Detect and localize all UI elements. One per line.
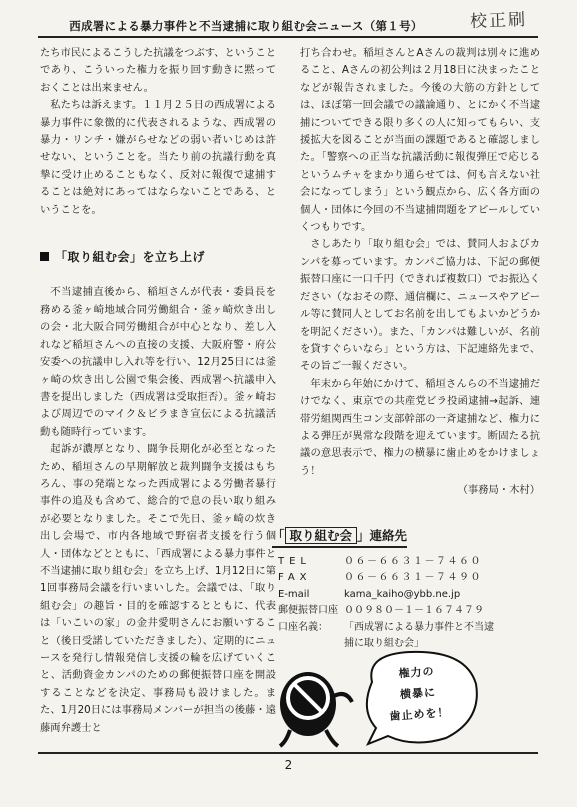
bubble-line: 横暴に xyxy=(399,685,437,702)
contact-block xyxy=(272,528,542,653)
left-column xyxy=(40,45,276,737)
right-column xyxy=(300,45,540,500)
newsletter-title: 西成署による暴力事件と不当逮捕に取り組む会ニュース（第１号） xyxy=(69,19,423,33)
proof-stamp: 校正刷 xyxy=(469,10,528,32)
email-label: E-mail xyxy=(278,588,310,600)
contact-title: 「 取り組む会 」連絡先 xyxy=(272,528,407,548)
email-value: kama_kaiho@ybb.ne.jp xyxy=(344,588,461,600)
fax-label: FAX xyxy=(278,572,312,583)
postal-label: 郵便振替口座 xyxy=(278,605,338,616)
bubble-line: 権力の xyxy=(398,664,435,681)
contact-title-box: 取り組む会 xyxy=(285,527,358,544)
paragraph: 私たちは訴えます。１１月２５日の西成署による暴力事件に象徴的に代表されるような、西成署の暴力・リンチ・嫌がらせなどの弱い者いじめは許せない、ということを。当たり前の抗議行動を真摯に受け止めることもなく、反対に報復で逮捕することは絶対にあってはならないことである、ということを。 xyxy=(40,99,277,216)
paragraph: 年末から年始にかけて、稲垣さんらの不当逮捕だけでなく、東京での共産党ビラ投函逮捕→起訴、連帯労組関西生コン支部幹部の一斉逮捕など、権力による弾圧が異常な段階を迎えています。断固たる抗議の意思表示で、権力の横暴に歯止めをかけましょう！ xyxy=(300,377,540,477)
paragraph: 打ち合わせ。稲垣さんとAさんの裁判は別々に進めること、Aさんの初公判は２月18日に決まったことなどが報告されました。今後の大筋の方針としては、ほぼ第一回会議での議論通り、とにかく不当逮捕についてできる限り多くの人に知ってもらい、支援拡大を図ることが当面の課題であると確認しました。「警察への正当な抗議活動に報復弾圧で応じるというムチャをまかり通らせては、何も言えない社会になってしまう」という観点から、広く各方面の個人・団体に今回の不当逮捕問題をアピールしていくつもりです。 xyxy=(300,47,540,234)
postal-value: ００９８０－１－１６７４７９ xyxy=(344,605,484,616)
page-number: 2 xyxy=(284,758,293,772)
signature: （事務局・木村） xyxy=(457,484,540,497)
bubble-text xyxy=(370,659,466,728)
tel-label: TEL xyxy=(278,555,311,567)
header-divider xyxy=(38,36,538,38)
paragraph: さしあたり「取り組む会」では、賛同人およびカンパを募っています。カンパご協力は、下記の郵便振替口座に一口千円（できれば複数口）でお振込ください（なおその際、通信欄に、ニュースやアピール等に賛同人としてお名前を出してもよいかどうかを明記ください）。また、「カンパは難しいが、名前を貸すぐらいなら」という方は、下記連絡先まで、その旨ご一報ください。 xyxy=(300,238,540,373)
postal-row xyxy=(278,603,542,620)
tel-row xyxy=(278,554,542,571)
fax-value: ０６－６６３１－７４９０ xyxy=(344,572,482,583)
paragraph: 不当逮捕直後から、稲垣さんが代表・委員長を務める釜ヶ崎地域合同労働組合・釜ヶ崎炊き出しの会・北大阪合同労働組合が中心となり、差し入れなど稲垣さんへの直接の支援、大阪府警・府公安委への抗議申し入れ等を行い、12月25日には釜ヶ崎の炊き出し公園で集会後、西成署へ抗議申入書を提出しました（西成署は受取拒否）。釜ヶ崎および周辺でのマイク＆ビラまき宣伝による抗議活動も随時行っています。 xyxy=(40,286,276,438)
paragraph: たち市民によるこうした抗議をつぶす、ということであり、こういった権力を振り回す動きに黙っておくことは出来ません。 xyxy=(40,47,277,94)
email-row xyxy=(278,587,542,604)
account-label: 口座名義： xyxy=(278,621,328,633)
section-heading xyxy=(40,249,276,266)
mascot-figure-icon xyxy=(280,672,352,746)
account-row xyxy=(278,620,542,637)
fax-row xyxy=(278,570,542,587)
contact-title-suffix: 連絡先 xyxy=(369,528,408,543)
account-value-line1: 「西成署による暴力事件と不当逮 xyxy=(344,621,494,633)
footer-divider xyxy=(38,752,538,754)
square-bullet-icon xyxy=(40,252,49,261)
account-value-line2: 捕に取り組む会」 xyxy=(344,638,424,649)
section-heading-text: 「取り組む会」を立ち上げ xyxy=(55,250,206,265)
tel-value: ０６－６６３１－７４６０ xyxy=(344,555,482,567)
bubble-line: 歯止めを！ xyxy=(389,705,450,724)
paragraph: 起訴が濃厚となり、闘争長期化が必至となったため、稲垣さんの早期解放と裁判闘争支援はもちろん、事の発端となった西成署による労働者暴行事件の追及も含めて、総合的で息の長い取り組みが必要となりました。そこで先日、釜ヶ崎の炊き出し会場で、市内各地域で野宿者支援を行う個人・団体などとともに、「西成署による暴力事件と不当逮捕に取り組む会」を立ち上げ、1月12日に第1回事務局会議を行いまいした。会議では、「取り組む会」の趣旨・目的を確認するとともに、代表は「いこいの家」の金井愛明さんにお願いすること（後日受諾していただきました）、定期的にニュースを発行し情報発信し支援の輪を広げていくこと、活動資金カンパのための郵便振替口座を開設することなどを決定、事務局も設けました。また、1月20日には事務局メンバーが担当の後藤・遠藤両弁護士と xyxy=(40,443,276,734)
